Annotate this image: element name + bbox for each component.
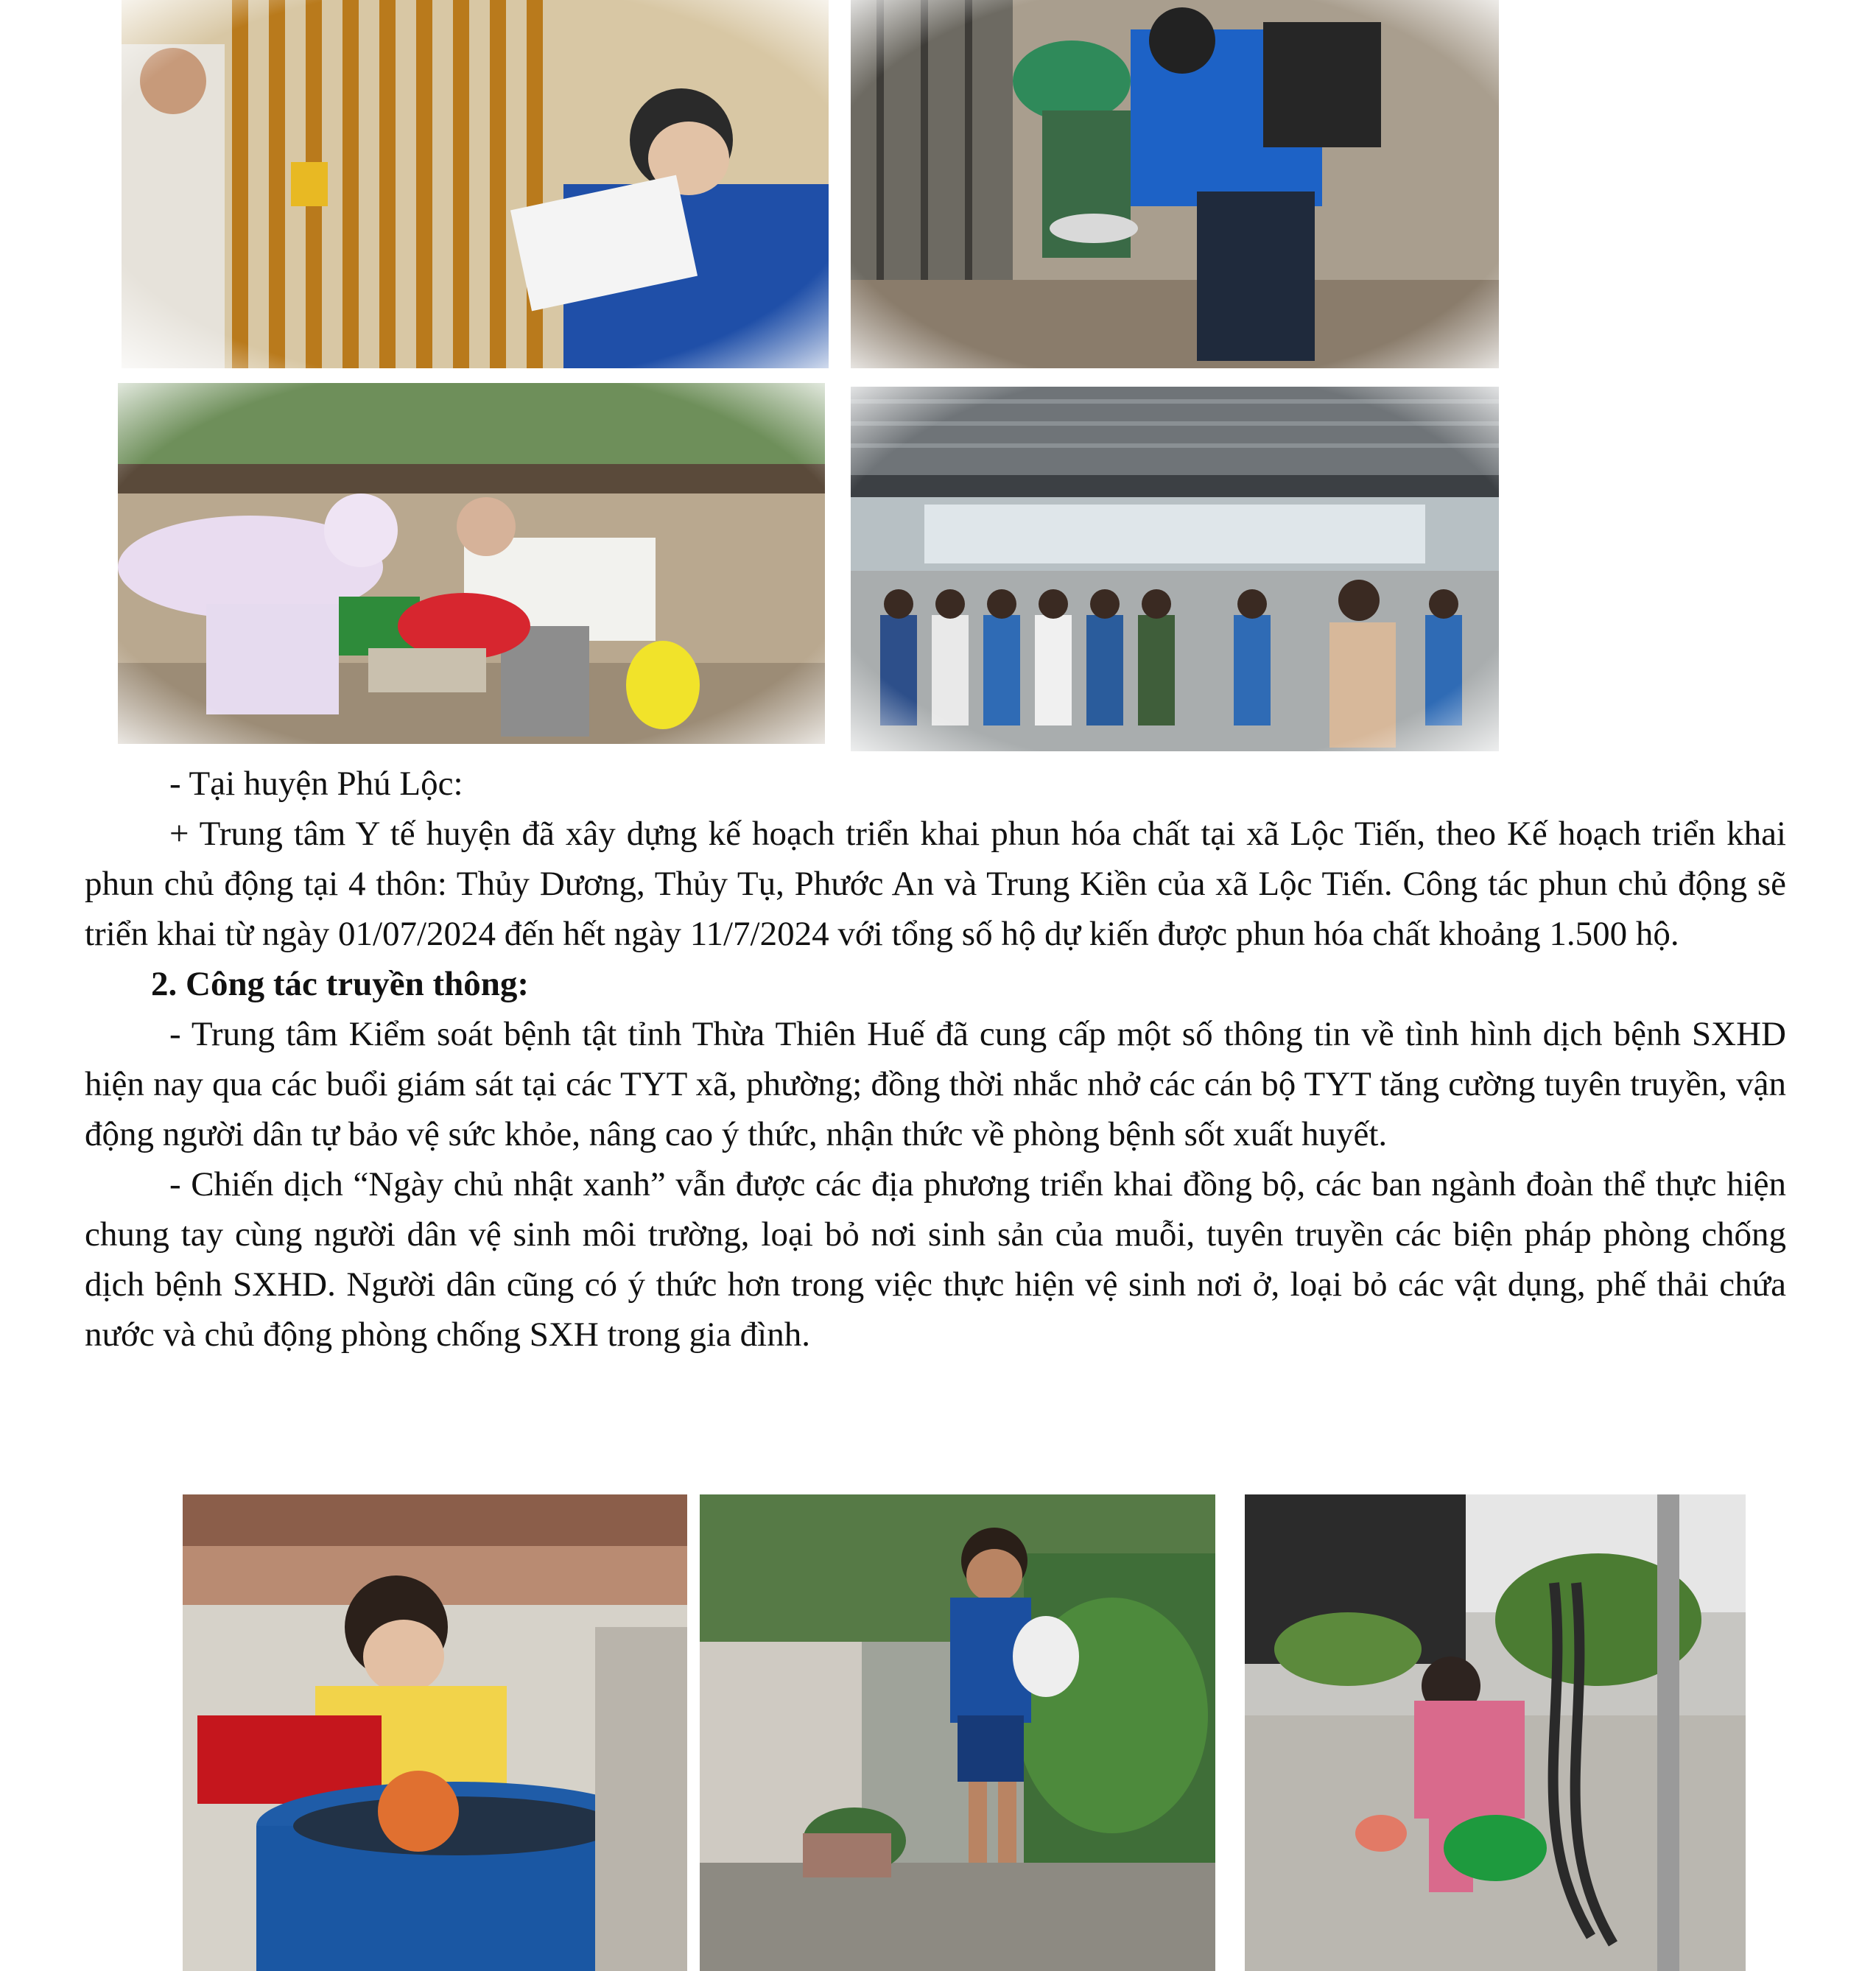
communication-paragraph-2: - Chiến dịch “Ngày chủ nhật xanh” vẫn được các địa phương triển khai đồng bộ, các ban ngành đoàn thể thực hiện chung tay cùng người dân vệ sinh môi trường, loại bỏ nơi sinh sản của muỗi, tuyên truyền các biện pháp phòng chống dịch bệnh SXHD. Người dân cũng có ý thức hơn trong việc thực hiện vệ sinh nơi ở, loại bỏ các vật dụng, phế thải chứa nước và chủ động phòng chống SXH trong gia đình. <box>85 1165 1786 1354</box>
photo-door-visit <box>122 0 829 368</box>
photo-garden-cleanup <box>700 1494 1215 1971</box>
document-body <box>85 759 1786 1360</box>
photo-group-meeting <box>851 387 1499 751</box>
section-2-title: 2. Công tác truyền thông: <box>151 965 530 1003</box>
photo-inspection-yard <box>851 0 1499 368</box>
loc-paragraph: + Trung tâm Y tế huyện đã xây dựng kế hoạch triển khai phun hóa chất tại xã Lộc Tiến, theo Kế hoạch triển khai phun chủ động tại 4 thôn: Thủy Dương, Thủy Tụ, Phước An và Trung Kiền của xã Lộc Tiến. Công tác phun chủ động sẽ triển khai từ ngày 01/07/2024 đến hết ngày 11/7/2024 với tổng số hộ dự kiến được phun hóa chất khoảng 1.500 hộ. <box>85 815 1786 953</box>
photo-clearing-containers <box>118 383 825 744</box>
photo-water-barrel <box>183 1494 687 1971</box>
communication-paragraph-1: - Trung tâm Kiểm soát bệnh tật tỉnh Thừa Thiên Huế đã cung cấp một số thông tin về tình hình dịch bệnh SXHD hiện nay qua các buổi giám sát tại các TYT xã, phường; đồng thời nhắc nhở các cán bộ TYT tăng cường tuyên truyền, vận động người dân tự bảo vệ sức khỏe, nâng cao ý thức, nhận thức về phòng bệnh sốt xuất huyết. <box>85 1015 1786 1153</box>
photo-emptying-basin <box>1245 1494 1746 1971</box>
loc-heading: - Tại huyện Phú Lộc: <box>169 765 463 803</box>
